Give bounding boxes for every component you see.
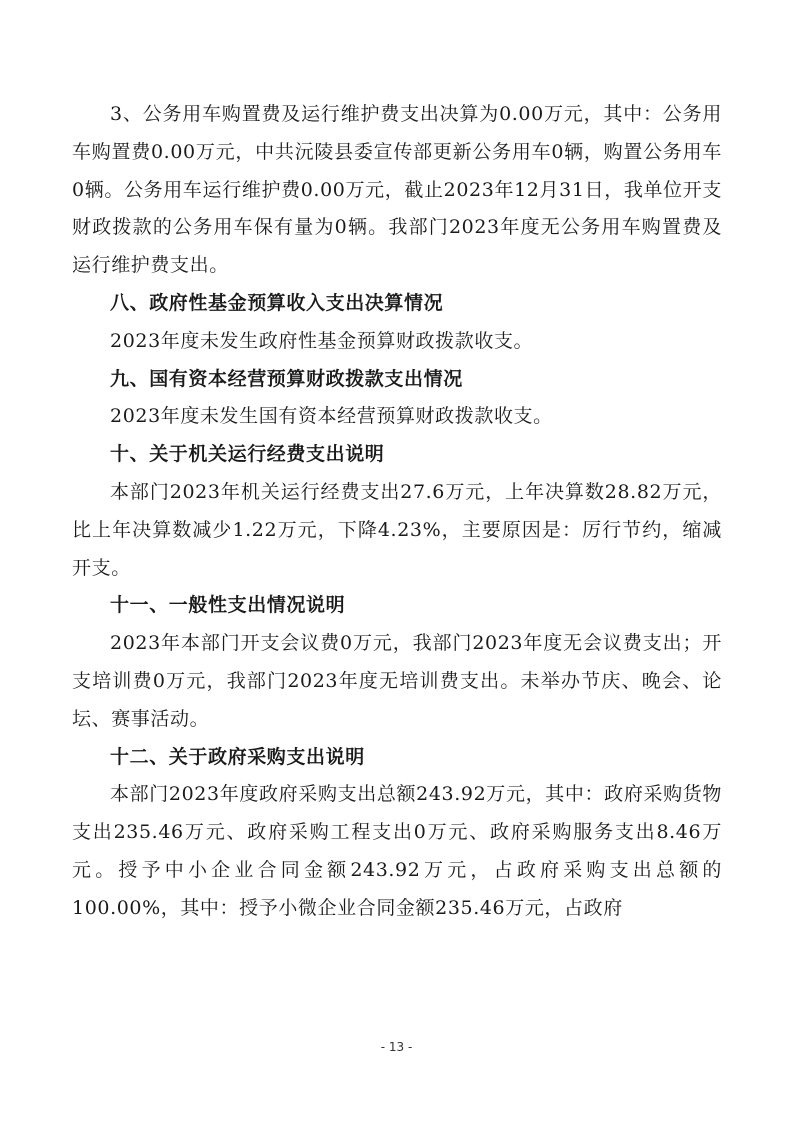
paragraph-general-expense: 2023年本部门开支会议费0万元，我部门2023年度无会议费支出；开支培训费0万元，我部门2023年度无培训费支出。未举办节庆、晚会、论坛、赛事活动。 bbox=[72, 632, 722, 730]
document-body bbox=[72, 96, 722, 928]
paragraph-operating-expense: 本部门2023年机关运行经费支出27.6万元，上年决算数28.82万元，比上年决算数减少1.22万元，下降4.23%，主要原因是：厉行节约，缩减开支。 bbox=[72, 480, 722, 579]
paragraph-vehicle-expense: 3、公务用车购置费及运行维护费支出决算为0.00万元，其中：公务用车购置费0.00万元，中共沅陵县委宣传部更新公务用车0辆，购置公务用车0辆。公务用车运行维护费0.00万元，截止2023年12月31日，我单位开支财政拨款的公务用车保有量为0辆。我部门2023年度无公务用车购置费及运行维护费支出。 bbox=[72, 103, 722, 277]
heading-state-capital: 九、国有资本经营预算财政拨款支出情况 bbox=[110, 367, 463, 390]
heading-government-fund: 八、政府性基金预算收入支出决算情况 bbox=[110, 291, 444, 314]
paragraph-procurement: 本部门2023年度政府采购支出总额243.92万元，其中：政府采购货物支出235.46万元、政府采购工程支出0万元、政府采购服务支出8.46万元。授予中小企业合同金额243.92万元，占政府采购支出总额的100.00%，其中：授予小微企业合同金额235.46万元，占政府 bbox=[72, 783, 722, 919]
heading-general-expense: 十一、一般性支出情况说明 bbox=[110, 594, 346, 617]
heading-operating-expense: 十、关于机关运行经费支出说明 bbox=[110, 443, 385, 466]
page-number: - 13 - bbox=[380, 1040, 413, 1054]
paragraph-state-capital: 2023年度未发生国有资本经营预算财政拨款收支。 bbox=[110, 405, 553, 428]
paragraph-government-fund: 2023年度未发生政府性基金预算财政拨款收支。 bbox=[110, 329, 534, 352]
heading-procurement: 十二、关于政府采购支出说明 bbox=[110, 745, 365, 768]
